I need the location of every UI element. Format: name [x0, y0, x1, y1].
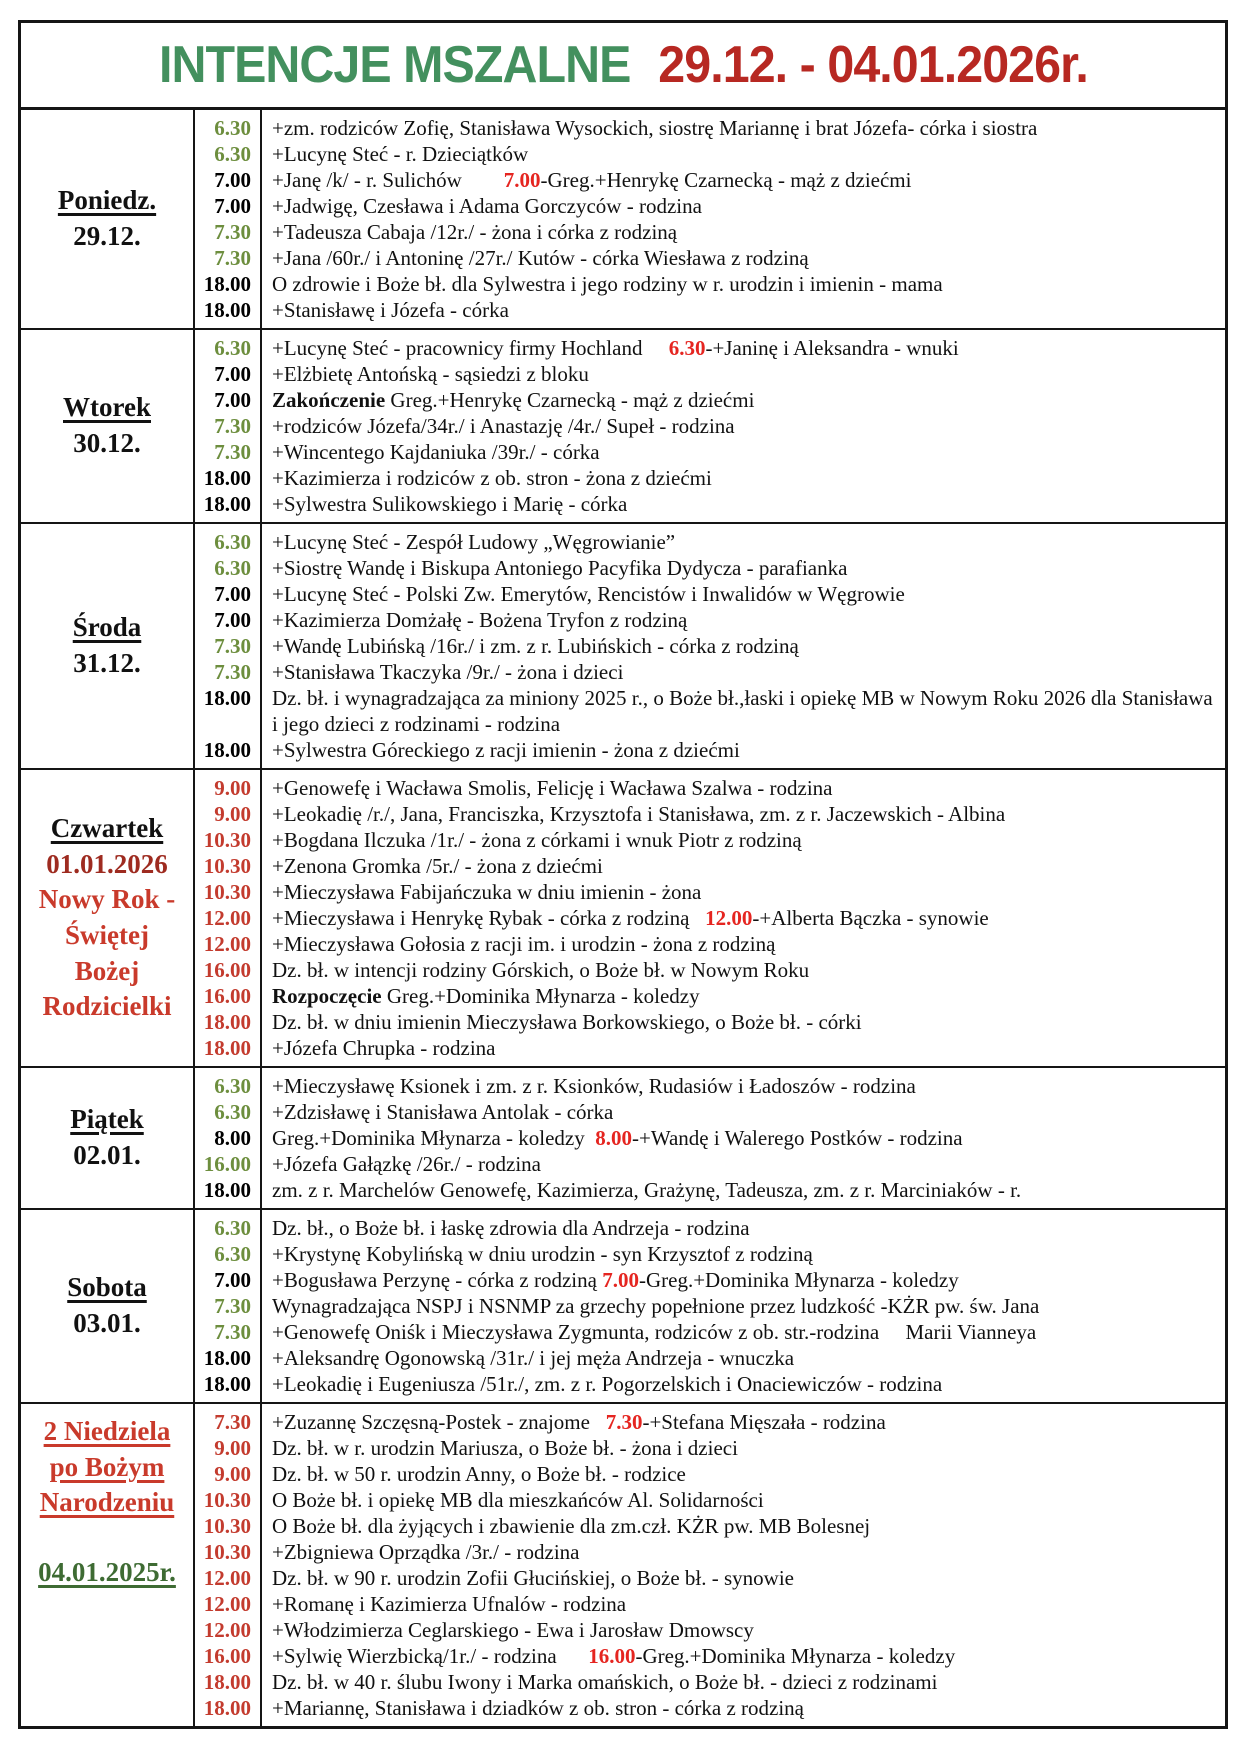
mass-time: 7.30	[214, 1410, 251, 1434]
mass-time: 12.00	[203, 1566, 251, 1590]
intention-segment: Zakończenie	[272, 388, 386, 412]
intention-segment: -+Stefana Mięszała - rodzina	[642, 1410, 886, 1434]
intention-row	[195, 1591, 1225, 1617]
mass-time: 18.00	[203, 1178, 251, 1202]
day-rows	[193, 110, 1225, 328]
intention-segment: +Stanisławę i Józefa - córka	[272, 298, 509, 322]
intention-row	[195, 827, 1225, 853]
intention-row	[195, 931, 1225, 957]
intention-segment: +Lucynę Steć - r. Dzieciątków	[272, 142, 529, 166]
intention-segment: O zdrowie i Boże bł. dla Sylwestra i jego rodziny w r. urodzin i imienin - mama	[272, 272, 943, 296]
intention-segment: Greg.+Dominika Młynarza - koledzy	[272, 1126, 596, 1150]
intention-row	[195, 1035, 1225, 1061]
mass-time: 18.00	[203, 492, 251, 516]
mass-time: 12.00	[203, 1592, 251, 1616]
mass-time: 7.30	[214, 1294, 251, 1318]
intention-segment: +Leokadię /r./, Jana, Franciszka, Krzysztofa i Stanisława, zm. z r. Jaczewskich - Albina	[272, 802, 1006, 826]
mass-time: 10.30	[203, 880, 251, 904]
intention-text	[260, 1267, 1225, 1293]
mass-time: 12.00	[203, 906, 251, 930]
mass-time: 10.30	[203, 1514, 251, 1538]
mass-time: 6.30	[214, 142, 251, 166]
day-label-line: 30.12.	[73, 428, 141, 458]
day-rows	[193, 330, 1225, 522]
intention-row	[195, 1293, 1225, 1319]
intention-row	[195, 1267, 1225, 1293]
intention-row	[195, 1487, 1225, 1513]
intention-row	[195, 529, 1225, 555]
inline-time: 7.00	[602, 1268, 639, 1292]
intention-segment: O Boże bł. i opiekę MB dla mieszkańców Al. Solidarności	[272, 1488, 764, 1512]
inline-time: 16.00	[588, 1644, 636, 1668]
mass-time: 18.00	[203, 1010, 251, 1034]
intention-row	[195, 1345, 1225, 1371]
intention-text	[260, 1669, 1225, 1695]
intention-row	[195, 1241, 1225, 1267]
intention-segment: +Jadwigę, Czesława i Adama Gorczyców - rodzina	[272, 194, 702, 218]
intention-segment: +Krystynę Kobylińską w dniu urodzin - syn Krzysztof z rodziną	[272, 1242, 813, 1266]
day-label-line: Czwartek	[50, 813, 164, 844]
intention-segment: +rodziców Józefa/34r./ i Anastazję /4r./ Supeł - rodzina	[272, 414, 735, 438]
day-label-line: Poniedz.	[57, 185, 157, 216]
day-section-wednesday	[21, 524, 1225, 770]
day-section-tuesday	[21, 330, 1225, 524]
day-label-line: Rodzicielki	[42, 991, 172, 1022]
day-label-line: Środa	[72, 612, 142, 643]
intention-segment: Greg.+Dominika Młynarza - koledzy	[381, 984, 700, 1008]
mass-time: 18.00	[203, 1346, 251, 1370]
day-label-line: 2 Niedziela	[43, 1416, 171, 1446]
intention-text	[260, 465, 1225, 491]
intention-text	[260, 1487, 1225, 1513]
intention-text	[260, 685, 1225, 737]
intention-text	[260, 1643, 1225, 1669]
mass-time: 18.00	[203, 1670, 251, 1694]
intention-row	[195, 297, 1225, 323]
day-label-sunday	[21, 1404, 193, 1726]
mass-time: 9.00	[214, 776, 251, 800]
intention-text	[260, 957, 1225, 983]
day-label-thursday	[21, 770, 193, 1066]
mass-time: 18.00	[203, 738, 251, 762]
inline-time: 7.30	[605, 1410, 643, 1434]
intention-segment: +Mieczysława Gołosia z racji im. i urodzin - żona z rodziną	[272, 932, 776, 956]
day-rows	[193, 770, 1225, 1066]
intention-text	[260, 193, 1225, 219]
sheet-title-row	[159, 35, 1088, 95]
intention-text	[260, 633, 1225, 659]
intention-row	[195, 141, 1225, 167]
intention-text	[260, 1409, 1225, 1435]
intention-row	[195, 1151, 1225, 1177]
intention-row	[195, 115, 1225, 141]
mass-time: 7.00	[214, 1268, 251, 1292]
intention-text	[260, 1591, 1225, 1617]
intention-text	[260, 1371, 1225, 1397]
intention-row	[195, 1643, 1225, 1669]
intention-segment: +Sylwestra Góreckiego z racji imienin - żona z dziećmi	[272, 738, 740, 762]
intention-segment: +Wandę Lubińską /16r./ i zm. z r. Lubińskich - córka z rodziną	[272, 634, 799, 658]
intention-text	[260, 297, 1225, 323]
mass-time: 6.30	[214, 556, 251, 580]
day-label-line: 03.01.	[73, 1308, 141, 1338]
intention-segment: +Włodzimierza Ceglarskiego - Ewa i Jarosław Dmowscy	[272, 1618, 754, 1642]
mass-time: 7.00	[214, 388, 251, 412]
intention-text	[260, 529, 1225, 555]
intention-text	[260, 1177, 1225, 1203]
intention-segment: +Jana /60r./ i Antoninę /27r./ Kutów - córka Wiesława z rodziną	[272, 246, 809, 270]
day-section-monday	[21, 110, 1225, 330]
mass-time: 16.00	[203, 958, 251, 982]
mass-time: 18.00	[203, 298, 251, 322]
intention-segment: +Józefa Chrupka - rodzina	[272, 1036, 496, 1060]
intention-text	[260, 1435, 1225, 1461]
intention-segment: Dz. bł. w dniu imienin Mieczysława Borkowskiego, o Boże bł. - córki	[272, 1010, 862, 1034]
mass-time: 9.00	[214, 1436, 251, 1460]
sheet-header	[21, 23, 1225, 110]
page-title: INTENCJE MSZALNE	[158, 36, 631, 94]
intention-row	[195, 1539, 1225, 1565]
intention-segment: -+Wandę i Walerego Postków - rodzina	[632, 1126, 963, 1150]
day-label-line: po Bożym	[49, 1451, 165, 1482]
intention-segment: +zm. rodziców Zofię, Stanisława Wysockich, siostrę Mariannę i brat Józefa- córka i siostra	[272, 116, 1038, 140]
intention-text	[260, 1151, 1225, 1177]
inline-time: 8.00	[595, 1126, 632, 1150]
day-label-friday	[21, 1068, 193, 1208]
inline-time: 6.30	[668, 336, 706, 360]
intention-segment: Greg.+Henrykę Czarnecką - mąż z dziećmi	[385, 388, 755, 412]
mass-time: 7.30	[214, 660, 251, 684]
mass-time: 7.00	[214, 608, 251, 632]
intention-segment: +Mariannę, Stanisława i dziadków z ob. stron - córka z rodziną	[272, 1696, 805, 1720]
intention-segment: +Józefa Gałązkę /26r./ - rodzina	[272, 1152, 541, 1176]
mass-time: 12.00	[203, 1618, 251, 1642]
mass-time: 18.00	[203, 1696, 251, 1720]
mass-time: 7.30	[214, 246, 251, 270]
intention-text	[260, 219, 1225, 245]
intention-row	[195, 983, 1225, 1009]
intention-text	[260, 905, 1225, 931]
intention-segment: +Mieczysławę Ksionek i zm. z r. Ksionków, Rudasiów i Ładoszów - rodzina	[272, 1074, 916, 1098]
intention-row	[195, 1617, 1225, 1643]
intention-text	[260, 413, 1225, 439]
intention-segment: +Lucynę Steć - pracownicy firmy Hochland	[272, 336, 669, 360]
day-rows	[193, 1404, 1225, 1726]
intention-row	[195, 1319, 1225, 1345]
mass-time: 7.30	[214, 1320, 251, 1344]
intention-row	[195, 439, 1225, 465]
intention-row	[195, 659, 1225, 685]
intention-text	[260, 141, 1225, 167]
mass-time: 10.30	[203, 1488, 251, 1512]
intention-segment: Dz. bł. i wynagradzająca za miniony 2025 r., o Boże bł.,łaski i opiekę MB w Nowym Roku 2026 dla Stanisława i jego dzieci z rodzinami - rodzina	[272, 686, 1218, 736]
intention-row	[195, 1009, 1225, 1035]
intention-row	[195, 167, 1225, 193]
intention-segment: +Tadeusza Cabaja /12r./ - żona i córka z rodziną	[272, 220, 678, 244]
intention-row	[195, 271, 1225, 297]
mass-time: 7.30	[214, 440, 251, 464]
day-label-line: 29.12.	[73, 221, 141, 251]
intention-text	[260, 931, 1225, 957]
intention-row	[195, 1409, 1225, 1435]
intention-segment: O Boże bł. dla żyjących i zbawienie dla zm.czł. KŻR pw. MB Bolesnej	[272, 1514, 871, 1538]
mass-time: 18.00	[203, 686, 251, 710]
intention-text	[260, 1125, 1225, 1151]
intention-row	[195, 801, 1225, 827]
mass-time: 7.30	[214, 414, 251, 438]
intention-row	[195, 1669, 1225, 1695]
intention-row	[195, 387, 1225, 413]
intention-segment: Dz. bł., o Boże bł. i łaskę zdrowia dla Andrzeja - rodzina	[272, 1216, 750, 1240]
intention-segment: +Janę /k/ - r. Sulichów	[272, 168, 504, 192]
mass-time: 8.00	[214, 1126, 251, 1150]
mass-time: 6.30	[214, 1100, 251, 1124]
intention-row	[195, 1371, 1225, 1397]
mass-time: 7.00	[214, 194, 251, 218]
intention-text	[260, 271, 1225, 297]
intention-segment: +Genowefę i Wacława Smolis, Felicję i Wacława Szalwa - rodzina	[272, 776, 833, 800]
intention-text	[260, 1035, 1225, 1061]
intention-segment: -+Janinę i Aleksandra - wnuki	[705, 336, 959, 360]
mass-time: 6.30	[214, 336, 251, 360]
intention-text	[260, 853, 1225, 879]
intention-text	[260, 387, 1225, 413]
intention-text	[260, 167, 1225, 193]
intention-segment: +Kazimierza Domżałę - Bożena Tryfon z rodziną	[272, 608, 688, 632]
intention-row	[195, 737, 1225, 763]
mass-time: 6.30	[214, 530, 251, 554]
intention-text	[260, 1539, 1225, 1565]
day-rows	[193, 1210, 1225, 1402]
intention-row	[195, 1461, 1225, 1487]
intention-text	[260, 1099, 1225, 1125]
intention-row	[195, 413, 1225, 439]
intention-text	[260, 1215, 1225, 1241]
day-rows	[193, 524, 1225, 768]
mass-time: 18.00	[203, 272, 251, 296]
day-label-line: 02.01.	[73, 1140, 141, 1170]
day-label-saturday	[21, 1210, 193, 1402]
day-label-monday	[21, 110, 193, 328]
intention-segment: +Leokadię i Eugeniusza /51r./, zm. z r. Pogorzelskich i Onaciewiczów - rodzina	[272, 1372, 943, 1396]
intention-segment: +Kazimierza i rodziców z ob. stron - żona z dziećmi	[272, 466, 712, 490]
mass-time: 18.00	[203, 1372, 251, 1396]
intention-row	[195, 1099, 1225, 1125]
date-range: 29.12. - 04.01.2026r.	[657, 36, 1088, 94]
day-section-thursday	[21, 770, 1225, 1068]
intention-text	[260, 1461, 1225, 1487]
intention-row	[195, 219, 1225, 245]
intention-segment: zm. z r. Marchelów Genowefę, Kazimierza, Grażynę, Tadeusza, zm. z r. Marciniaków - r.	[272, 1178, 1022, 1202]
day-label-line: 01.01.2026	[46, 848, 168, 879]
day-label-tuesday	[21, 330, 193, 522]
intention-segment: Dz. bł. w 40 r. ślubu Iwony i Marka omańskich, o Boże bł. - dzieci z rodzinami	[272, 1670, 938, 1694]
intention-text	[260, 491, 1225, 517]
intention-row	[195, 1125, 1225, 1151]
intention-segment: Wynagradzająca NSPJ i NSNMP za grzechy popełnione przez ludzkość -KŻR pw. św. Jana	[272, 1294, 1040, 1318]
intention-text	[260, 827, 1225, 853]
intention-row	[195, 957, 1225, 983]
mass-time: 9.00	[214, 1462, 251, 1486]
intention-text	[260, 555, 1225, 581]
mass-time: 7.00	[214, 362, 251, 386]
intention-segment: +Wincentego Kajdaniuka /39r./ - córka	[272, 440, 600, 464]
intention-segment: Rozpoczęcie	[272, 984, 382, 1008]
day-label-line: Nowy Rok -	[38, 884, 176, 915]
mass-time: 16.00	[203, 984, 251, 1008]
intention-segment: +Lucynę Steć - Zespół Ludowy „Węgrowianie”	[272, 530, 676, 554]
intention-text	[260, 439, 1225, 465]
intention-row	[195, 465, 1225, 491]
day-rows	[193, 1068, 1225, 1208]
intention-row	[195, 1565, 1225, 1591]
intention-row	[195, 633, 1225, 659]
intention-segment: -+Alberta Bączka - synowie	[752, 906, 989, 930]
intention-text	[260, 801, 1225, 827]
intention-text	[260, 775, 1225, 801]
intention-row	[195, 1177, 1225, 1203]
intention-row	[195, 335, 1225, 361]
mass-time: 7.30	[214, 634, 251, 658]
mass-time: 7.30	[214, 220, 251, 244]
intention-text	[260, 1345, 1225, 1371]
intention-segment: +Zbigniewa Oprządka /3r./ - rodzina	[272, 1540, 580, 1564]
intention-segment: +Bogdana Ilczuka /1r./ - żona z córkami i wnuk Piotr z rodziną	[272, 828, 802, 852]
intention-text	[260, 1617, 1225, 1643]
intention-row	[195, 1695, 1225, 1721]
intention-text	[260, 335, 1225, 361]
intention-segment: +Lucynę Steć - Polski Zw. Emerytów, Rencistów i Inwalidów w Węgrowie	[272, 582, 905, 606]
intention-segment: +Romanę i Kazimierza Ufnalów - rodzina	[272, 1592, 627, 1616]
mass-time: 18.00	[203, 1036, 251, 1060]
mass-time: 10.30	[203, 828, 251, 852]
intention-segment: Dz. bł. w 50 r. urodzin Anny, o Boże bł. - rodzice	[272, 1462, 686, 1486]
intention-row	[195, 361, 1225, 387]
intention-text	[260, 1293, 1225, 1319]
intention-segment: +Sylwestra Sulikowskiego i Marię - córka	[272, 492, 628, 516]
day-label-line: Sobota	[67, 1272, 147, 1303]
intention-text	[260, 581, 1225, 607]
mass-intentions-sheet	[18, 20, 1228, 1729]
inline-time: 12.00	[705, 906, 753, 930]
intention-segment: -Greg.+Dominika Młynarza - koledzy	[638, 1268, 959, 1292]
day-label-line: 04.01.2025r.	[38, 1556, 176, 1587]
intention-row	[195, 245, 1225, 271]
day-label-line: Narodzeniu	[39, 1487, 175, 1518]
intention-text	[260, 1241, 1225, 1267]
day-section-friday	[21, 1068, 1225, 1210]
intention-row	[195, 581, 1225, 607]
mass-time: 9.00	[214, 802, 251, 826]
intention-text	[260, 1695, 1225, 1721]
day-section-sunday	[21, 1404, 1225, 1726]
intention-row	[195, 853, 1225, 879]
intention-segment: +Zenona Gromka /5r./ - żona z dziećmi	[272, 854, 603, 878]
intention-row	[195, 607, 1225, 633]
mass-time: 6.30	[214, 1242, 251, 1266]
intention-text	[260, 983, 1225, 1009]
intention-text	[260, 879, 1225, 905]
intention-text	[260, 607, 1225, 633]
intention-text	[260, 115, 1225, 141]
intention-text	[260, 1565, 1225, 1591]
intention-segment: +Siostrę Wandę i Biskupa Antoniego Pacyfika Dydycza - parafianka	[272, 556, 848, 580]
intention-row	[195, 1215, 1225, 1241]
mass-time: 10.30	[203, 854, 251, 878]
intention-segment: +Zuzannę Szczęsną-Postek - znajome	[272, 1410, 606, 1434]
day-label-line: Wtorek	[63, 392, 151, 423]
intention-row	[195, 879, 1225, 905]
intention-row	[195, 555, 1225, 581]
intention-segment: +Sylwię Wierzbicką/1r./ - rodzina	[272, 1644, 589, 1668]
mass-time: 6.30	[214, 116, 251, 140]
mass-time: 6.30	[214, 1216, 251, 1240]
intention-text	[260, 659, 1225, 685]
intention-segment: +Bogusława Perzynę - córka z rodziną	[272, 1268, 603, 1292]
intention-text	[260, 1009, 1225, 1035]
mass-time: 16.00	[203, 1644, 251, 1668]
mass-time: 10.30	[203, 1540, 251, 1564]
intention-text	[260, 361, 1225, 387]
intention-segment: +Mieczysława Fabijańczuka w dniu imienin - żona	[272, 880, 702, 904]
mass-time: 18.00	[203, 466, 251, 490]
day-label-line: 31.12.	[73, 648, 141, 678]
intention-segment: +Elżbietę Antońską - sąsiedzi z bloku	[272, 362, 589, 386]
intention-row	[195, 775, 1225, 801]
intention-segment: -Greg.+Henrykę Czarnecką - mąż z dziećmi	[540, 168, 912, 192]
intention-segment: -Greg.+Dominika Młynarza - koledzy	[635, 1644, 956, 1668]
day-label-line: Świętej	[65, 920, 149, 950]
mass-time: 16.00	[203, 1152, 251, 1176]
intention-text	[260, 245, 1225, 271]
intention-segment: Dz. bł. w r. urodzin Mariusza, o Boże bł. - żona i dzieci	[272, 1436, 738, 1460]
intention-segment: Dz. bł. w intencji rodziny Górskich, o Boże bł. w Nowym Roku	[272, 958, 810, 982]
intention-row	[195, 491, 1225, 517]
day-section-saturday	[21, 1210, 1225, 1404]
intention-row	[195, 905, 1225, 931]
days-container	[21, 110, 1225, 1726]
intention-segment: +Stanisława Tkaczyka /9r./ - żona i dzieci	[272, 660, 624, 684]
intention-segment: +Genowefę Oniśk i Mieczysława Zygmunta, rodziców z ob. str.-rodzina Marii Vianneya	[272, 1320, 1037, 1344]
inline-time: 7.00	[503, 168, 541, 192]
intention-row	[195, 193, 1225, 219]
intention-row	[195, 685, 1225, 737]
mass-time: 12.00	[203, 932, 251, 956]
intention-segment: Dz. bł. w 90 r. urodzin Zofii Głucińskiej, o Boże bł. - synowie	[272, 1566, 794, 1590]
intention-row	[195, 1435, 1225, 1461]
intention-text	[260, 737, 1225, 763]
day-label-line: Bożej	[74, 955, 140, 986]
intention-text	[260, 1073, 1225, 1099]
day-label-wednesday	[21, 524, 193, 768]
intention-text	[260, 1513, 1225, 1539]
intention-segment: +Zdzisławę i Stanisława Antolak - córka	[272, 1100, 614, 1124]
intention-segment: +Aleksandrę Ogonowską /31r./ i jej męża Andrzeja - wnuczka	[272, 1346, 795, 1370]
mass-time: 6.30	[214, 1074, 251, 1098]
intention-segment: +Mieczysława i Henrykę Rybak - córka z rodziną	[272, 906, 706, 930]
intention-row	[195, 1513, 1225, 1539]
intention-text	[260, 1319, 1225, 1345]
mass-time: 7.00	[214, 582, 251, 606]
intention-row	[195, 1073, 1225, 1099]
day-label-line: Piątek	[70, 1104, 144, 1135]
mass-time: 7.00	[214, 168, 251, 192]
